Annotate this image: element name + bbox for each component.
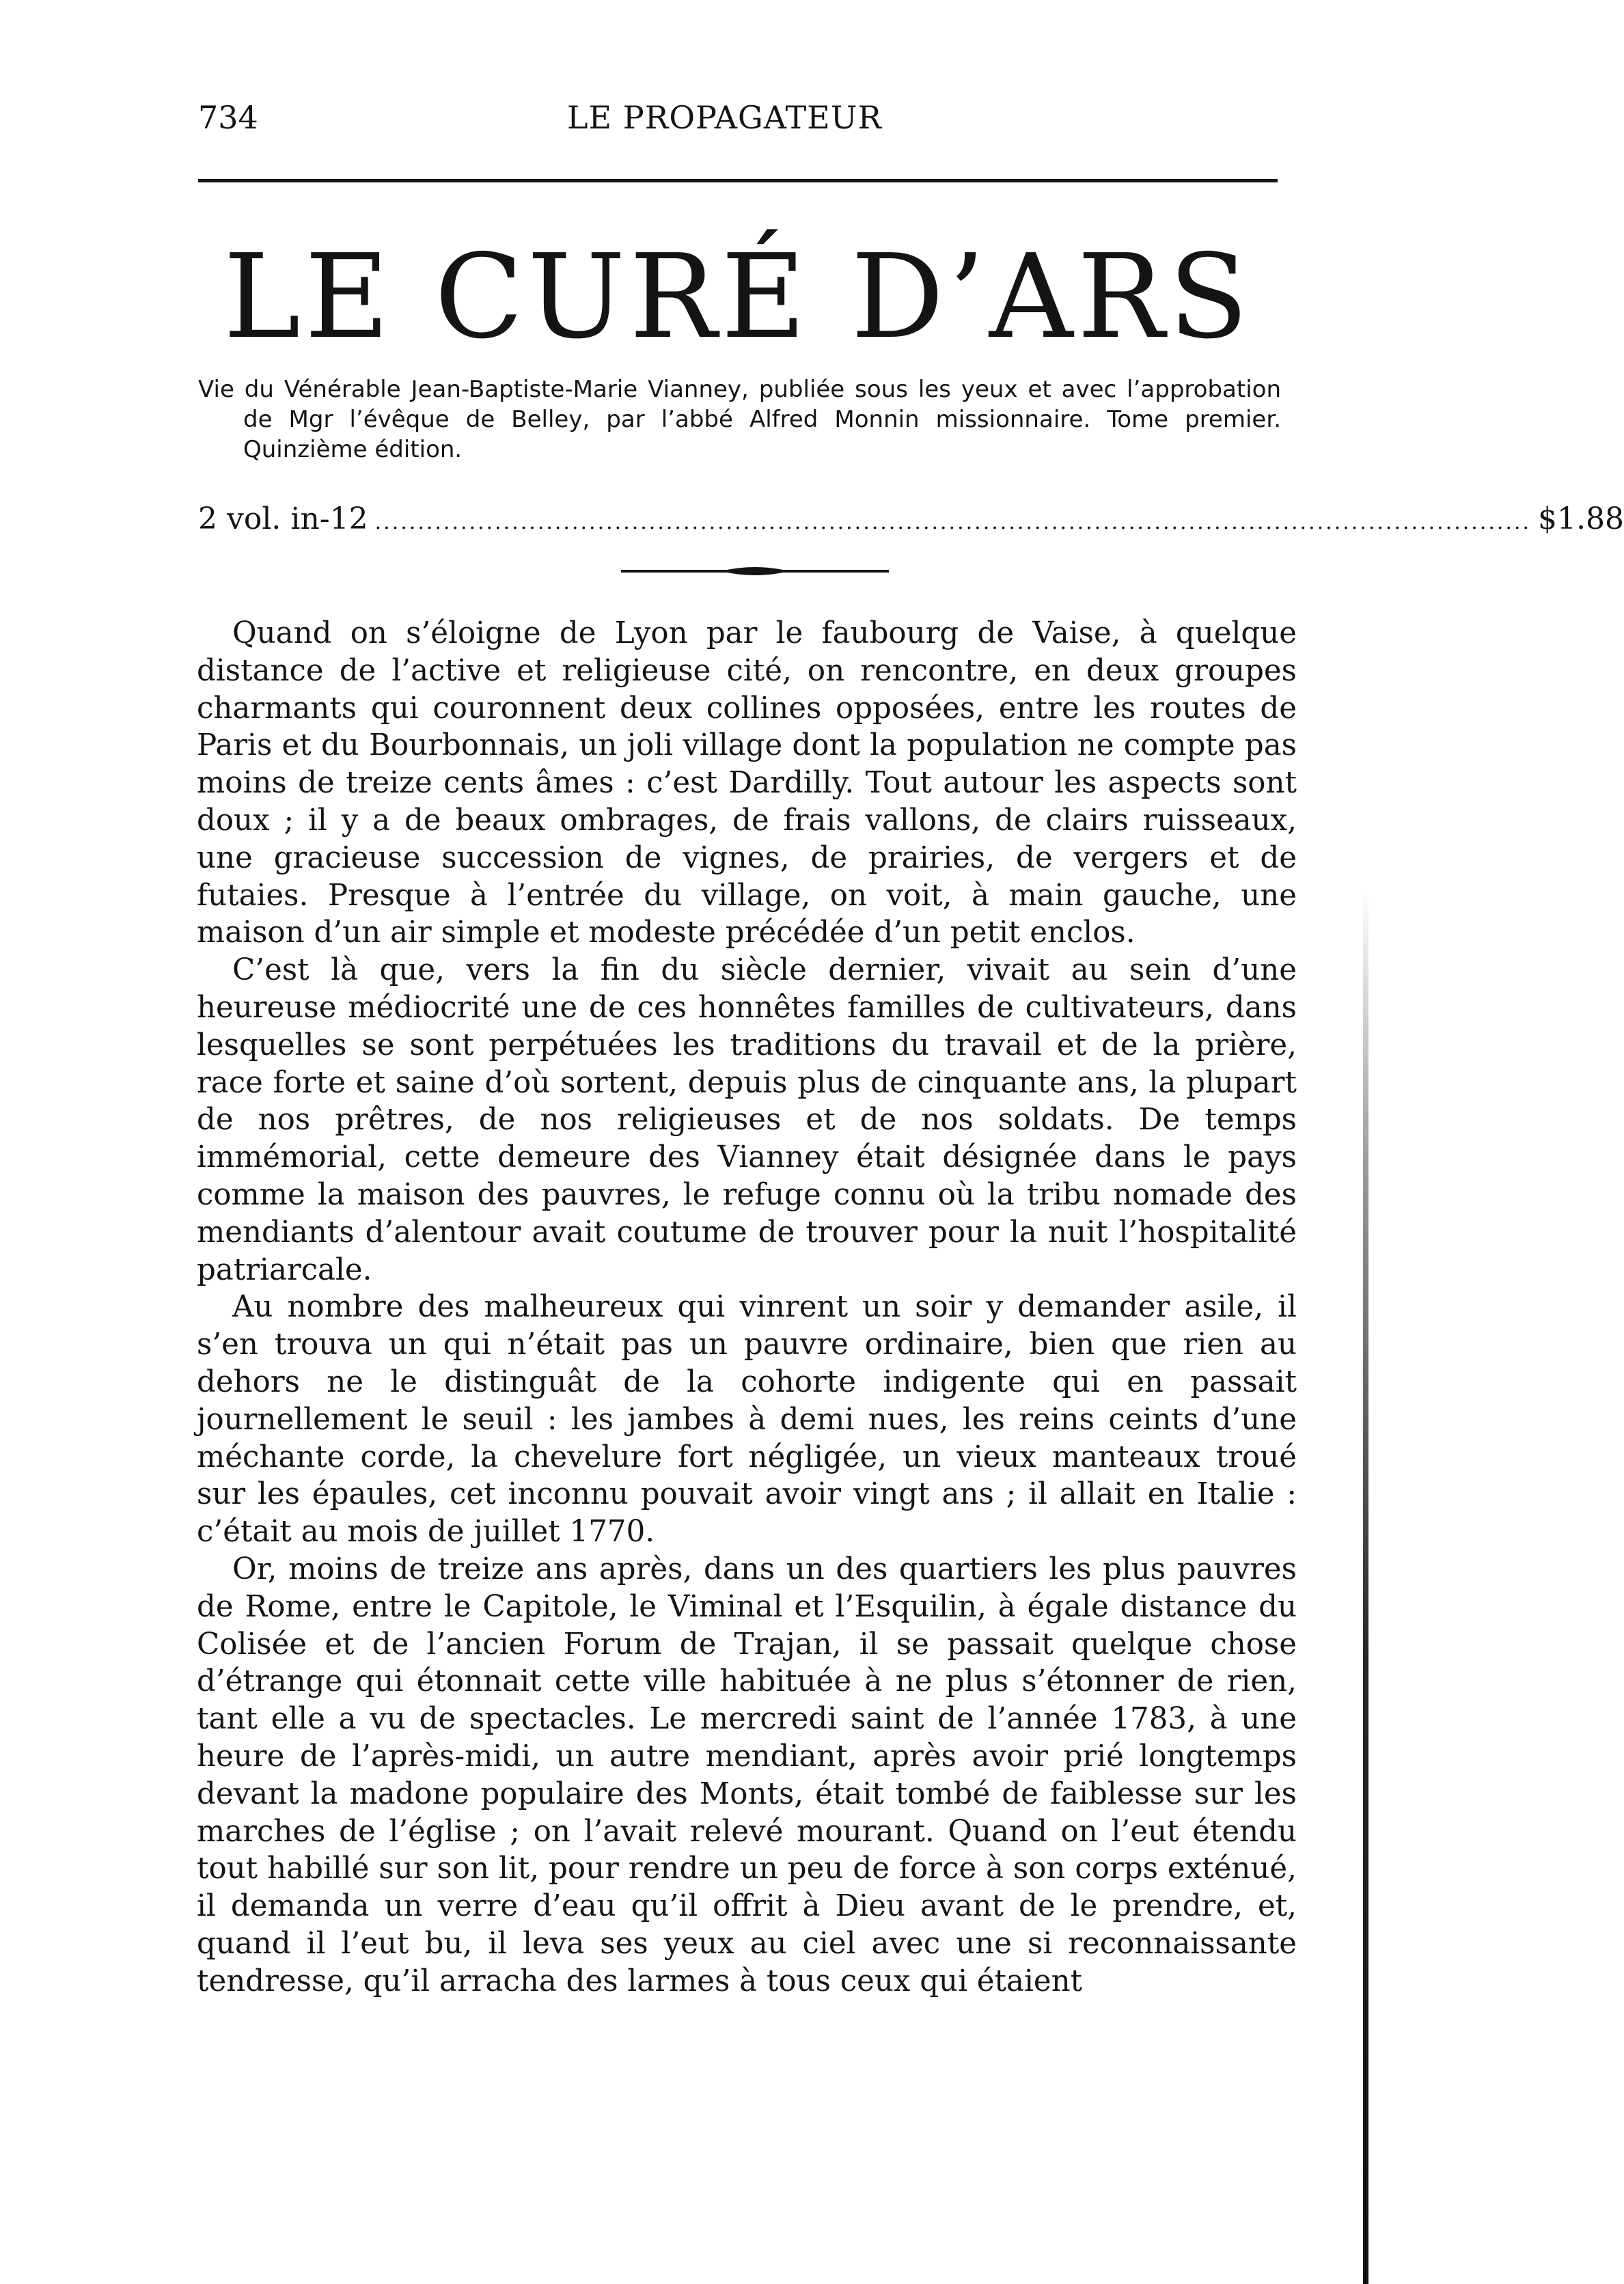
- book-description: Vie du Vénérable Jean-Baptiste-Marie Vianney, publiée sous les yeux et avec l’approbation de Mgr l’évêque de Belley, par l’abbé Alfred Monnin missionnaire. Tome premier. Quinzième édition.: [198, 376, 1281, 463]
- journal-title: LE PROPAGATEUR: [567, 99, 883, 136]
- page-edge-shadow: [1363, 888, 1368, 2284]
- article-body: [197, 615, 1297, 2000]
- book-title: LE CURÉ D’ARS: [223, 230, 1253, 365]
- ornament-divider: [618, 564, 892, 578]
- paragraph: Au nombre des malheureux qui vinrent un soir y demander asile, il s’en trouva un qui n’était pas un pauvre ordinaire, bien que rien au dehors ne le distinguât de la cohorte indigente qui en passait journellement le seuil : les jambes à demi nues, les reins ceints d’une méchante corde, la chevelure fort négligée, un vieux manteaux troué sur les épaules, cet inconnu pouvait avoir vingt ans ; il allait en Italie : c’était au mois de juillet 1770.: [197, 1290, 1297, 1550]
- book-price: $1.88: [1538, 501, 1624, 536]
- leader-dots: .......................................................................................................................................: [374, 510, 1532, 534]
- paragraph: Quand on s’éloigne de Lyon par le faubourg de Vaise, à quelque distance de l’active et religieuse cité, on rencontre, en deux groupes charmants qui couronnent deux collines opposées, entre les routes de Paris et du Bourbonnais, un joli village dont la population ne compte pas moins de treize cents âmes : c’est Dardilly. Tout autour les aspects sont doux ; il y a de beaux ombrages, de frais vallons, de clairs ruisseaux, une gracieuse succession de vignes, de prairies, de vergers et de futaies. Presque à l’entrée du village, on voit, à main gauche, une maison d’un air simple et modeste précédée d’un petit enclos.: [197, 616, 1297, 950]
- paragraph: Or, moins de treize ans après, dans un des quartiers les plus pauvres de Rome, entre le Capitole, le Viminal et l’Esquilin, à égale distance du Colisée et de l’ancien Forum de Trajan, il se passait quelque chose d’étrange qui étonnait cette ville habituée à ne plus s’étonner de rien, tant elle a vu de spectacles. Le mercredi saint de l’année 1783, à une heure de l’après-midi, un autre mendiant, après avoir prié longtemps devant la madone populaire des Monts, était tombé de faiblesse sur les marches de l’église ; on l’avait relevé mourant. Quand on l’eut étendu tout habillé sur son lit, pour rendre un peu de force à son corps exténué, il demanda un verre d’eau qu’il offrit à Dieu avant de le prendre, et, quand il l’eut bu, il leva ses yeux au ciel avec une si reconnaissante tendresse, qu’il arracha des larmes à tous ceux qui étaient: [197, 1552, 1297, 1998]
- page-number: 734: [198, 99, 258, 136]
- book-format: 2 vol. in-12: [198, 501, 368, 536]
- paragraph: C’est là que, vers la fin du siècle dernier, vivait au sein d’une heureuse médiocrité une de ces honnêtes familles de cultivateurs, dans lesquelles se sont perpétuées les traditions du travail et de la prière, race forte et saine d’où sortent, depuis plus de cinquante ans, la plupart de nos prêtres, de nos religieuses et de nos soldats. De temps immémorial, cette demeure des Vianney était désignée dans le pays comme la maison des pauvres, le refuge connu où la tribu nomade des mendiants d’alentour avait coutume de trouver pour la nuit l’hospitalité patriarcale.: [197, 953, 1297, 1287]
- price-line: [198, 499, 1624, 540]
- running-head: [198, 99, 1243, 147]
- header-rule: [198, 179, 1278, 182]
